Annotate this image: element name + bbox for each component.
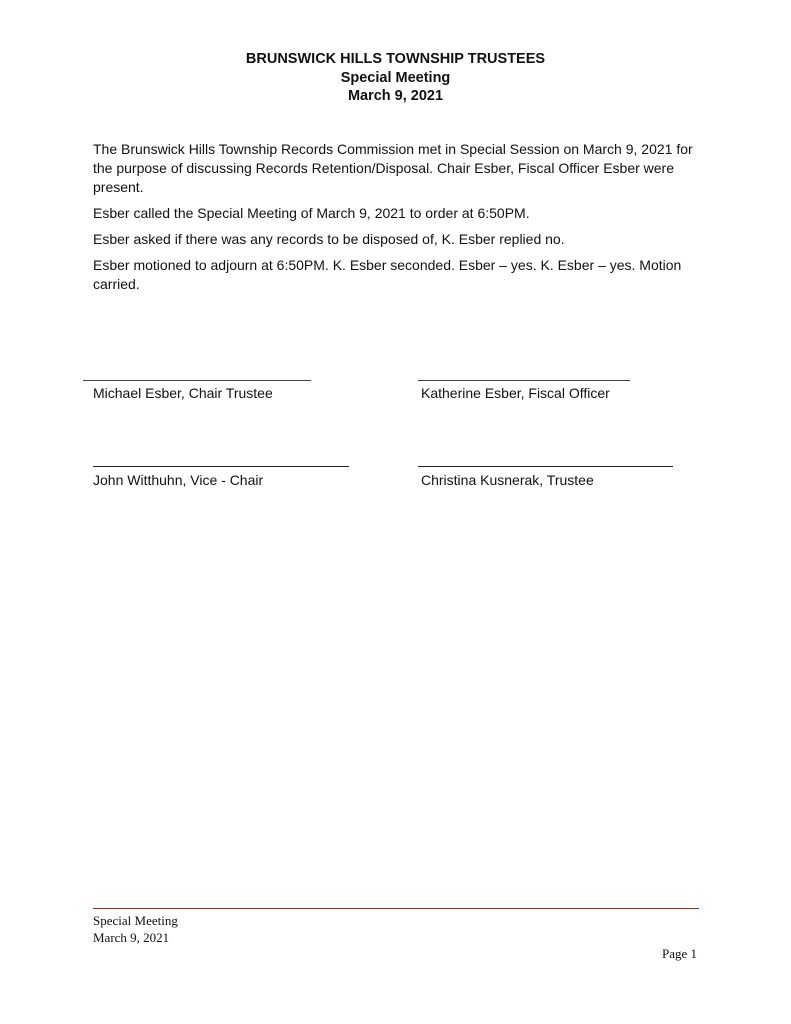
paragraph-adjourn: Esber motioned to adjourn at 6:50PM. K. Esber seconded. Esber – yes. K. Esber – yes. Motion carried. (93, 257, 682, 292)
signature-label-fiscal-officer: Katherine Esber, Fiscal Officer (421, 385, 610, 401)
document-header (0, 50, 791, 106)
org-title: BRUNSWICK HILLS TOWNSHIP TRUSTEES (245, 51, 546, 67)
signature-label-trustee: Christina Kusnerak, Trustee (421, 472, 594, 488)
meeting-type: Special Meeting (340, 69, 451, 86)
minutes-body (93, 140, 715, 301)
meeting-date: March 9, 2021 (347, 88, 444, 104)
footer-meeting-date: March 9, 2021 (93, 930, 170, 945)
signature-line-chair (83, 380, 311, 381)
signature-line-trustee (418, 466, 673, 467)
signature-label-vice-chair: John Witthuhn, Vice - Chair (93, 472, 264, 488)
footer-meeting-type: Special Meeting (93, 913, 178, 928)
footer-meeting-info (93, 912, 178, 946)
footer-divider (93, 908, 699, 909)
signature-line-vice-chair (93, 466, 349, 467)
paragraph-records: Esber asked if there was any records to be disposed of, K. Esber replied no. (93, 231, 565, 247)
paragraph-intro: The Brunswick Hills Township Records Commission met in Special Session on March 9, 2021 for the purpose of discussing Records Retention/Disposal. Chair Esber, Fiscal Officer Esber were present. (93, 141, 693, 195)
signature-label-chair: Michael Esber, Chair Trustee (93, 385, 273, 401)
signature-line-fiscal-officer (418, 380, 630, 381)
page-number: Page 1 (661, 946, 697, 961)
paragraph-call-to-order: Esber called the Special Meeting of March 9, 2021 to order at 6:50PM. (93, 205, 530, 221)
